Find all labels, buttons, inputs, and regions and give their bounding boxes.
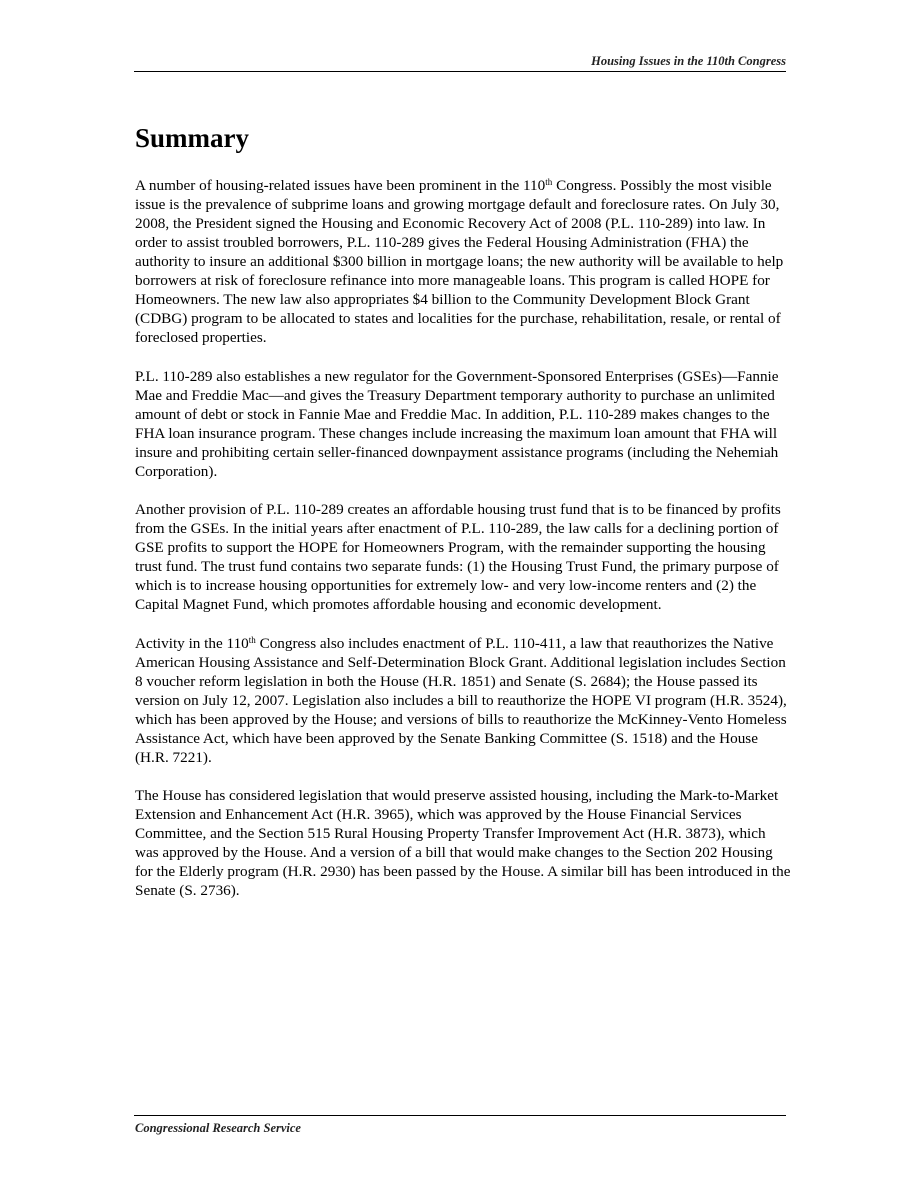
- page-title: Summary: [135, 123, 249, 153]
- running-footer: Congressional Research Service: [135, 1121, 301, 1135]
- paragraph-2: P.L. 110-289 also establishes a new regulator for the Government-Sponsored Enterprises (GSEs)—Fannie Mae and Freddie Mac—and gives the Treasury Department temporary authority to purchase an unlimited amount of debt or stock in Fannie Mae and Freddie Mac. In addition, P.L. 110-289 makes changes to the FHA loan insurance program. These changes include increasing the maximum loan amount that FHA will insure and prohibiting certain seller-financed downpayment assistance programs (including the Nehemiah Corporation).: [135, 367, 779, 480]
- running-header: Housing Issues in the 110th Congress: [591, 54, 786, 68]
- summary-body: [135, 176, 791, 920]
- paragraph-4-lead: Activity in the 110: [135, 634, 249, 652]
- paragraph-5: The House has considered legislation that would preserve assisted housing, including the Mark-to-Market Extension and Enhancement Act (H.R. 3965), which was approved by the House Financial Services Committee, and the Section 515 Rural Housing Property Transfer Improvement Act (H.R. 3873), which was approved by the House. And a version of a bill that would make changes to the Section 202 Housing for the Elderly program (H.R. 2930) has been passed by the House. A similar bill has been introduced in the Senate (S. 2736).: [135, 787, 791, 899]
- paragraph-1-rest: Congress. Possibly the most visible issue is the prevalence of subprime loans and growing mortgage default and foreclosure rates. On July 30, 2008, the President signed the Housing and Economic Recovery Act of 2008 (P.L. 110-289) into law. In order to assist troubled borrowers, P.L. 110-289 gives the Federal Housing Administration (FHA) the authority to insure an additional $300 billion in mortgage loans; the new authority will be available to help borrowers at risk of foreclosure refinance into more manageable loans. This program is called HOPE for Homeowners. The new law also appropriates $4 billion to the Community Development Block Grant (CDBG) program to be allocated to states and localities for the purchase, rehabilitation, resale, or rental of foreclosed properties.: [135, 177, 784, 346]
- ordinal-suffix: th: [248, 634, 256, 645]
- ordinal-suffix: th: [545, 177, 553, 187]
- paragraph-1: [135, 176, 791, 347]
- paragraph-1-lead: A number of housing-related issues have been prominent in the 110: [135, 177, 546, 194]
- header-rule: [134, 71, 786, 72]
- footer-rule: [134, 1115, 786, 1116]
- paragraph-4-rest: Congress also includes enactment of P.L. 110-411, a law that reauthorizes the Native American Housing Assistance and Self-Determination Block Grant. Additional legislation includes Section 8 voucher reform legislation in both the House (H.R. 1851) and Senate (S. 2684); the House passed its version on July 12, 2007. Legislation also includes a bill to reauthorize the HOPE VI program (H.R. 3524), which has been approved by the House; and versions of bills to reauthorize the McKinney-Vento Homeless Assistance Act, which have been approved by the Senate Banking Committee (S. 1518) and the House (H.R. 7221).: [135, 634, 787, 766]
- paragraph-4: [135, 634, 791, 767]
- paragraph-3: Another provision of P.L. 110-289 creates an affordable housing trust fund that is to be financed by profits from the GSEs. In the initial years after enactment of P.L. 110-289, the law calls for a declining portion of GSE profits to support the HOPE for Homeowners Program, with the remainder supporting the housing trust fund. The trust fund contains two separate funds: (1) the Housing Trust Fund, the primary purpose of which is to increase housing opportunities for extremely low- and very low-income renters and (2) the Capital Magnet Fund, which promotes affordable housing and economic development.: [135, 501, 781, 613]
